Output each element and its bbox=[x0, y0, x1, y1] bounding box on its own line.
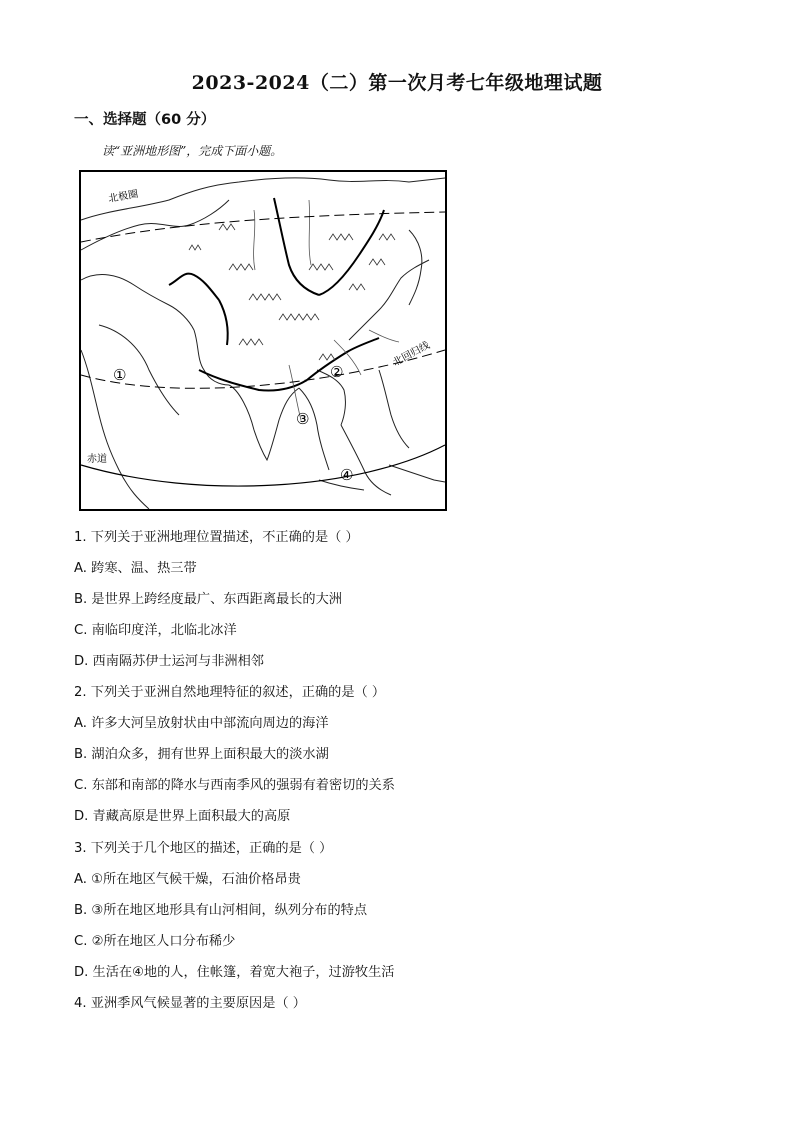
question-1-option-c: C. 南临印度洋，北临北冰洋 bbox=[74, 623, 237, 638]
question-2-option-a: A. 许多大河呈放射状由中部流向周边的海洋 bbox=[74, 716, 329, 731]
map-frame bbox=[80, 171, 446, 510]
arctic-circle-label: 北极圈 bbox=[107, 188, 140, 205]
question-2-option-c: C. 东部和南部的降水与西南季风的强弱有着密切的关系 bbox=[74, 778, 395, 793]
question-3-option-b: B. ③所在地区地形具有山河相间，纵列分布的特点 bbox=[74, 903, 368, 918]
question-3-option-a: A. ①所在地区气候干燥，石油价格昂贵 bbox=[74, 872, 301, 887]
asia-topographic-map bbox=[79, 170, 447, 511]
equator-label: 赤道 bbox=[87, 454, 107, 465]
question-2-stem: 2. 下列关于亚洲自然地理特征的叙述，正确的是（ ） bbox=[74, 685, 386, 700]
question-2-option-d: D. 青藏高原是世界上面积最大的高原 bbox=[74, 809, 291, 824]
question-3-option-c: C. ②所在地区人口分布稀少 bbox=[74, 934, 236, 949]
question-3-option-d: D. 生活在④地的人，住帐篷，着宽大袍子，过游牧生活 bbox=[74, 965, 395, 980]
question-1-stem: 1. 下列关于亚洲地理位置描述，不正确的是（ ） bbox=[74, 530, 359, 545]
section-heading: 一、选择题（60 分） bbox=[74, 112, 216, 128]
tropic-of-cancer-label: 北回归线 bbox=[391, 340, 432, 369]
marker-4: ④ bbox=[340, 466, 354, 484]
page-title: 2023-2024（二）第一次月考七年级地理试题 bbox=[191, 72, 603, 94]
map-instruction: 读“亚洲地形图”，完成下面小题。 bbox=[102, 144, 283, 158]
question-3-stem: 3. 下列关于几个地区的描述，正确的是（ ） bbox=[74, 841, 333, 856]
marker-2: ② bbox=[330, 363, 344, 381]
question-2-option-b: B. 湖泊众多，拥有世界上面积最大的淡水湖 bbox=[74, 747, 329, 762]
question-4-stem: 4. 亚洲季风气候显著的主要原因是（ ） bbox=[74, 996, 306, 1011]
question-1-option-b: B. 是世界上跨经度最广、东西距离最长的大洲 bbox=[74, 592, 342, 607]
marker-1: ① bbox=[113, 366, 127, 384]
marker-3: ③ bbox=[296, 410, 310, 428]
question-1-option-a: A. 跨寒、温、热三带 bbox=[74, 561, 197, 576]
question-1-option-d: D. 西南隔苏伊士运河与非洲相邻 bbox=[74, 654, 264, 669]
